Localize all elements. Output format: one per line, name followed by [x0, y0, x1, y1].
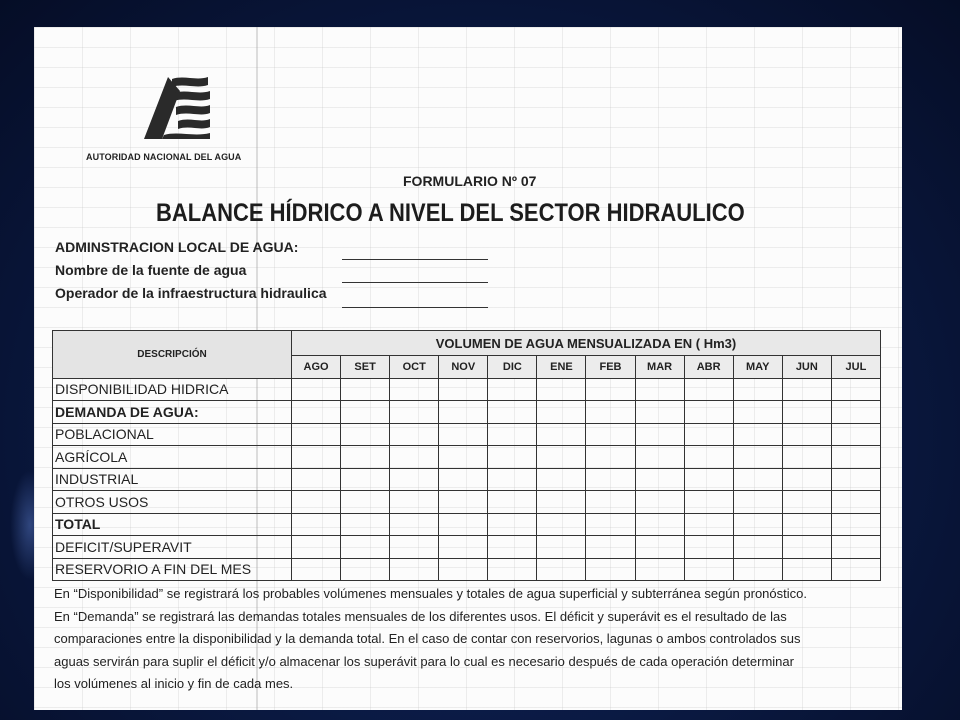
table-cell[interactable] — [635, 558, 684, 581]
table-cell[interactable] — [390, 536, 439, 559]
table-cell[interactable] — [782, 513, 831, 536]
table-cell[interactable] — [831, 491, 880, 514]
table-row — [53, 423, 881, 446]
field-label-administracion: ADMINSTRACION LOCAL DE AGUA: — [55, 239, 299, 255]
table-cell[interactable] — [831, 401, 880, 424]
table-cell[interactable] — [684, 536, 733, 559]
table-cell[interactable] — [537, 558, 586, 581]
month-header: MAY — [733, 356, 782, 379]
table-cell[interactable] — [733, 513, 782, 536]
table-cell[interactable] — [684, 423, 733, 446]
note-line: comparaciones entre la disponibilidad y la demanda total. En el caso de contar con reservorios, lagunas o ambos controlados sus — [54, 631, 801, 646]
month-header: AGO — [292, 356, 341, 379]
table-cell[interactable] — [390, 558, 439, 581]
table-cell[interactable] — [537, 491, 586, 514]
form-title: BALANCE HÍDRICO A NIVEL DEL SECTOR HIDRAULICO — [156, 199, 745, 227]
table-cell[interactable] — [831, 558, 880, 581]
table-header-description: DESCRIPCIÓN — [53, 331, 292, 379]
table-row — [53, 536, 881, 559]
table-cell[interactable] — [782, 536, 831, 559]
table-cell[interactable] — [292, 423, 341, 446]
table-cell[interactable] — [439, 446, 488, 469]
table-cell[interactable] — [390, 446, 439, 469]
table-cell[interactable] — [635, 536, 684, 559]
table-cell[interactable] — [292, 468, 341, 491]
table-cell[interactable] — [635, 423, 684, 446]
table-cell[interactable] — [439, 378, 488, 401]
table-cell[interactable] — [390, 401, 439, 424]
table-cell[interactable] — [439, 491, 488, 514]
table-cell[interactable] — [684, 378, 733, 401]
table-cell[interactable] — [439, 558, 488, 581]
table-cell[interactable] — [831, 446, 880, 469]
table-cell[interactable] — [586, 401, 635, 424]
table-cell[interactable] — [488, 378, 537, 401]
table-cell[interactable] — [733, 536, 782, 559]
table-cell[interactable] — [537, 446, 586, 469]
table-cell[interactable] — [537, 536, 586, 559]
table-cell[interactable] — [733, 423, 782, 446]
authority-name: AUTORIDAD NACIONAL DEL AGUA — [86, 152, 242, 162]
table-cell[interactable] — [635, 513, 684, 536]
table-cell[interactable] — [782, 558, 831, 581]
table-cell[interactable] — [439, 513, 488, 536]
month-header: ABR — [684, 356, 733, 379]
table-cell[interactable] — [439, 536, 488, 559]
table-cell[interactable] — [488, 491, 537, 514]
table-cell[interactable] — [635, 468, 684, 491]
table-cell[interactable] — [586, 558, 635, 581]
table-cell[interactable] — [341, 378, 390, 401]
row-label: OTROS USOS — [53, 491, 292, 514]
table-cell[interactable] — [488, 446, 537, 469]
table-cell[interactable] — [341, 401, 390, 424]
note-line: En “Demanda” se registrará las demandas totales mensuales de los diferentes usos. El déficit y superávit es el resultado de las — [54, 608, 787, 624]
form-number: FORMULARIO Nº 07 — [403, 173, 537, 189]
table-cell[interactable] — [292, 513, 341, 536]
table-cell[interactable] — [341, 468, 390, 491]
table-cell[interactable] — [782, 401, 831, 424]
scanned-form — [34, 27, 902, 710]
table-cell[interactable] — [537, 513, 586, 536]
table-cell[interactable] — [292, 446, 341, 469]
table-header-volume: VOLUMEN DE AGUA MENSUALIZADA EN ( Hm3) — [292, 331, 881, 356]
table-cell[interactable] — [684, 468, 733, 491]
table-cell[interactable] — [684, 513, 733, 536]
table-cell[interactable] — [292, 491, 341, 514]
month-header: FEB — [586, 356, 635, 379]
table-cell[interactable] — [341, 446, 390, 469]
table-cell[interactable] — [439, 468, 488, 491]
table-row — [53, 378, 881, 401]
instructions-notes — [54, 583, 894, 696]
row-label: RESERVORIO A FIN DEL MES — [53, 558, 292, 581]
table-cell[interactable] — [390, 468, 439, 491]
table-cell[interactable] — [341, 423, 390, 446]
table-cell[interactable] — [439, 401, 488, 424]
table-cell[interactable] — [488, 468, 537, 491]
table-cell[interactable] — [537, 401, 586, 424]
month-header: NOV — [439, 356, 488, 379]
note-line: aguas servirán para suplir el déficit y/o almacenar los superávit para lo cual es necesario después de cada operación determinar — [54, 653, 794, 669]
table-cell[interactable] — [635, 491, 684, 514]
row-label: DISPONIBILIDAD HIDRICA — [53, 378, 292, 401]
table-cell[interactable] — [586, 423, 635, 446]
row-label: TOTAL — [53, 513, 292, 536]
table-row — [53, 491, 881, 514]
month-header: JUL — [831, 356, 880, 379]
table-cell[interactable] — [537, 468, 586, 491]
table-cell[interactable] — [488, 401, 537, 424]
field-line-fuente[interactable] — [342, 282, 488, 283]
table-cell[interactable] — [341, 558, 390, 581]
field-line-operador[interactable] — [342, 307, 488, 308]
field-label-fuente: Nombre de la fuente de agua — [55, 262, 247, 278]
table-cell[interactable] — [831, 378, 880, 401]
field-label-operador: Operador de la infraestructura hidraulica — [55, 285, 327, 301]
table-cell[interactable] — [292, 378, 341, 401]
table-cell[interactable] — [488, 423, 537, 446]
note-line: En “Disponibilidad” se registrará los probables volúmenes mensuales y totales de agua superficial y subterránea según pronóstico. — [54, 586, 807, 601]
table-cell[interactable] — [390, 513, 439, 536]
balance-table-body — [53, 378, 881, 581]
table-cell[interactable] — [390, 378, 439, 401]
table-cell[interactable] — [684, 446, 733, 469]
month-header: MAR — [635, 356, 684, 379]
month-header: SET — [341, 356, 390, 379]
table-row — [53, 401, 881, 424]
field-line-administracion[interactable] — [342, 259, 488, 260]
table-cell[interactable] — [586, 513, 635, 536]
month-header: DIC — [488, 356, 537, 379]
month-header: JUN — [782, 356, 831, 379]
table-cell[interactable] — [831, 536, 880, 559]
note-line: los volúmenes al inicio y fin de cada mes. — [54, 676, 294, 691]
table-cell[interactable] — [733, 558, 782, 581]
table-row — [53, 558, 881, 581]
table-cell[interactable] — [586, 378, 635, 401]
table-row — [53, 513, 881, 536]
table-cell[interactable] — [782, 378, 831, 401]
balance-table — [52, 330, 881, 581]
row-label: DEFICIT/SUPERAVIT — [53, 536, 292, 559]
table-cell[interactable] — [292, 401, 341, 424]
table-cell[interactable] — [733, 401, 782, 424]
table-cell[interactable] — [537, 423, 586, 446]
table-cell[interactable] — [488, 536, 537, 559]
table-cell[interactable] — [586, 491, 635, 514]
table-cell[interactable] — [635, 446, 684, 469]
table-row — [53, 446, 881, 469]
table-cell[interactable] — [390, 491, 439, 514]
table-cell[interactable] — [488, 558, 537, 581]
month-header: ENE — [537, 356, 586, 379]
row-label: INDUSTRIAL — [53, 468, 292, 491]
table-row — [53, 468, 881, 491]
table-cell[interactable] — [733, 491, 782, 514]
table-cell[interactable] — [782, 423, 831, 446]
table-cell[interactable] — [439, 423, 488, 446]
ana-logo-icon — [138, 73, 210, 145]
table-cell[interactable] — [733, 378, 782, 401]
table-cell[interactable] — [292, 536, 341, 559]
table-cell[interactable] — [782, 491, 831, 514]
table-cell[interactable] — [390, 423, 439, 446]
row-label: POBLACIONAL — [53, 423, 292, 446]
table-cell[interactable] — [831, 423, 880, 446]
table-cell[interactable] — [782, 446, 831, 469]
row-label: DEMANDA DE AGUA: — [53, 401, 292, 424]
table-cell[interactable] — [341, 513, 390, 536]
table-cell[interactable] — [684, 491, 733, 514]
table-cell[interactable] — [831, 513, 880, 536]
table-cell[interactable] — [733, 468, 782, 491]
table-cell[interactable] — [488, 513, 537, 536]
table-cell[interactable] — [341, 536, 390, 559]
month-header: OCT — [390, 356, 439, 379]
table-cell[interactable] — [684, 401, 733, 424]
table-cell[interactable] — [292, 558, 341, 581]
table-cell[interactable] — [586, 536, 635, 559]
row-label: AGRÍCOLA — [53, 446, 292, 469]
table-cell[interactable] — [341, 491, 390, 514]
table-cell[interactable] — [635, 378, 684, 401]
table-cell[interactable] — [684, 558, 733, 581]
table-cell[interactable] — [537, 378, 586, 401]
table-cell[interactable] — [733, 446, 782, 469]
table-cell[interactable] — [586, 446, 635, 469]
table-cell[interactable] — [635, 401, 684, 424]
table-cell[interactable] — [831, 468, 880, 491]
table-cell[interactable] — [782, 468, 831, 491]
table-cell[interactable] — [586, 468, 635, 491]
